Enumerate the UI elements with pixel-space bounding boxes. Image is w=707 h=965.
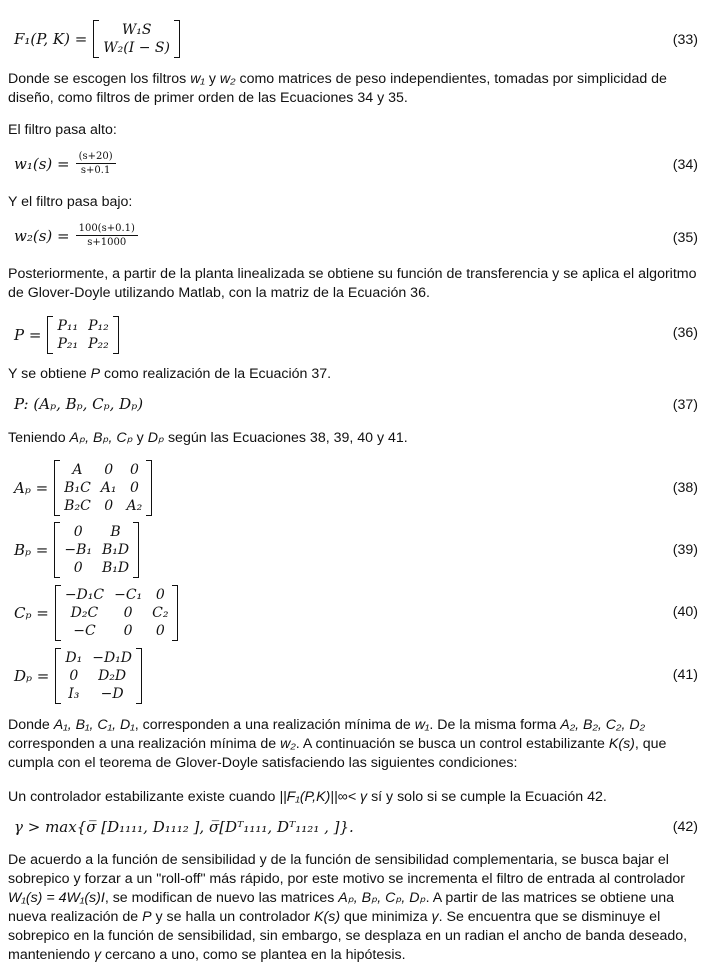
matrix-cell: 0: [123, 605, 133, 621]
eq40-matrix: [55, 585, 179, 641]
paragraph-minimal-realization: Donde A₁, B₁, C₁, D₁, corresponden a una realización mínima de w₁. De la misma forma A₂, B₂, C₂, D₂ corresponden a una realización mínima de w₂. A continuación se busca un control estabilizante K(s), que cumpla con el teorema de Glover-Doyle satisfaciendo las siguientes condiciones:: [8, 717, 667, 771]
equation-number: (41): [672, 667, 698, 683]
matrix-cell: D₂D: [98, 668, 127, 684]
matrix-cell: 0: [155, 587, 165, 603]
equation-41: Dₚ = D₁ −D₁D 0 D₂D I₃ −D (41): [14, 650, 698, 702]
matrix-cell: 0: [73, 560, 83, 576]
equation-39: Bₚ = 0 B −B₁ B₁D 0 B₁D (39): [14, 524, 698, 576]
paragraph-lowpass: Y el filtro pasa bajo:: [8, 194, 133, 210]
matrix-cell: B₁C: [64, 480, 91, 496]
equation-number: (34): [672, 157, 698, 173]
matrix-cell: P₁₂: [88, 318, 109, 334]
eq33-lhs: F₁(P, K) =: [14, 30, 88, 48]
matrix-cell: B: [110, 524, 121, 540]
matrix-cell: D₂C: [70, 605, 99, 621]
matrix-cell: −D: [100, 686, 124, 702]
matrix-cell: A: [72, 462, 83, 478]
matrix-cell: −D₁D: [92, 650, 133, 666]
paragraph-highpass: El filtro pasa alto:: [8, 122, 117, 138]
equation-40: Cₚ = −D₁C −C₁ 0 D₂C 0 C₂ −C 0 0 (40): [14, 587, 698, 639]
paragraph-sensitivity: De acuerdo a la función de sensibilidad y de la función de sensibilidad complementaria, se busca bajar el sobrepico y forzar a un "roll-off" más rápido, por este motivo se incrementa el filtro de entrada al controlador W₁(s) = 4W₁(s)I, se modifican de nuevo las matrices Aₚ, Bₚ, Cₚ, Dₚ. A partir de las matrices se obtiene una nueva realización de P y se halla un controlador K(s) que minimiza γ. Se encuentra que se disminuye el sobrepico en la función de sensibilidad, sin embargo, se desplaza en un radian el ancho de banda deseado, manteniendo γ cercano a uno, como se plantea en la hipótesis.: [8, 852, 688, 963]
equation-number: (36): [672, 325, 698, 341]
matrix-cell: −D₁C: [64, 587, 105, 603]
eq39-matrix: [54, 522, 139, 578]
matrix-cell: 0: [73, 524, 83, 540]
matrix-cell: −C: [73, 623, 96, 639]
matrix-cell: −B₁: [64, 542, 92, 558]
matrix-cell: B₂C: [64, 498, 91, 514]
matrix-cell: 0: [129, 462, 139, 478]
matrix-cell: −C₁: [114, 587, 143, 603]
eq33-vector: W₁S W₂(I − S): [93, 20, 180, 58]
equation-number: (33): [672, 32, 698, 48]
equation-number: (42): [672, 819, 698, 835]
matrix-cell: C₂: [152, 605, 169, 621]
paragraph-filters: Donde se escogen los filtros w₁ y w₂ como matrices de peso independientes, tomadas por simplicidad de diseño, como filtros de primer orden de las Ecuaciones 34 y 35.: [8, 71, 667, 106]
eq38-matrix: [54, 460, 152, 516]
equation-number: (40): [672, 604, 698, 620]
eq41-matrix: [55, 648, 142, 704]
matrix-cell: 0: [104, 498, 114, 514]
matrix-cell: B₁D: [102, 560, 130, 576]
matrix-cell: 0: [129, 480, 139, 496]
eq36-matrix: [47, 316, 118, 354]
matrix-cell: D₁: [65, 650, 83, 666]
matrix-cell: A₂: [126, 498, 143, 514]
matrix-cell: P₁₁: [57, 318, 79, 334]
matrix-cell: 0: [155, 623, 165, 639]
paragraph-stabilizing: Un controlador estabilizante existe cuando ||F₁(P,K)||∞< γ sí y solo si se cumple la Ecuación 42.: [8, 789, 607, 805]
matrix-cell: 0: [69, 668, 79, 684]
matrix-cell: B₁D: [102, 542, 130, 558]
equation-36: P = P₁₁ P₁₂ P₂₁ P₂₂ (36): [14, 318, 698, 352]
equation-42: γ > max{σ̅ [D₁₁₁₁, D₁₁₁₂ ], σ̅[Dᵀ₁₁₁₁, Dᵀ₁₁₂₁ , ]}. (42): [14, 818, 698, 836]
equation-35: w₂(s) = $\frac{100(s+0.1)}{s+1000}$ (35): [14, 223, 698, 248]
matrix-cell: I₃: [68, 686, 80, 702]
matrix-cell: P₂₁: [57, 336, 79, 352]
matrix-cell: A₁: [100, 480, 117, 496]
matrix-cell: P₂₂: [88, 336, 109, 352]
equation-33: [8, 20, 700, 60]
eq34-fraction: $\frac{(s+20)}{s+0.1}$: [76, 150, 116, 177]
equation-number: (39): [672, 542, 698, 558]
equation-number: (37): [672, 397, 698, 413]
equation-34: w₁(s) = $\frac{(s+20)}{s+0.1}$ (34): [14, 151, 698, 176]
matrix-cell: 0: [104, 462, 114, 478]
paragraph-teniendo: Teniendo Aₚ, Bₚ, Cₚ y Dₚ según las Ecuaciones 38, 39, 40 y 41.: [8, 430, 408, 446]
paragraph-glover-doyle: Posteriormente, a partir de la planta linealizada se obtiene su función de transferencia y se aplica el algoritmo de Glover-Doyle utilizando Matlab, con la matriz de la Ecuación 36.: [8, 266, 697, 301]
equation-number: (38): [672, 480, 698, 496]
equation-number: (35): [672, 230, 698, 246]
equation-37: P: (Aₚ, Bₚ, Cₚ, Dₚ) (37): [14, 395, 698, 413]
equation-38: Aₚ = A 0 0 B₁C A₁ 0 B₂C 0 A₂ (38): [14, 462, 698, 514]
eq35-fraction: $\frac{100(s+0.1)}{s+1000}$: [76, 222, 138, 249]
matrix-cell: 0: [123, 623, 133, 639]
paragraph-realization: Y se obtiene P como realización de la Ecuación 37.: [8, 366, 332, 382]
